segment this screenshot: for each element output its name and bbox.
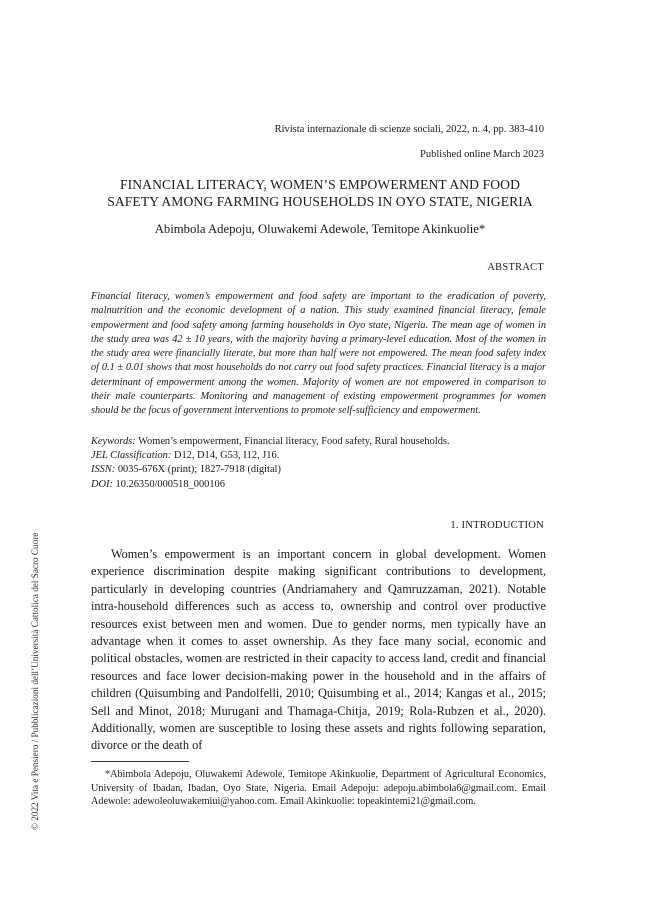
issn-value: 0035-676X (print); 1827-7918 (digital)	[117, 464, 281, 476]
doi-value: 10.26350/000518_000106	[115, 478, 225, 490]
issn-label: ISSN:	[91, 464, 116, 476]
keywords-line	[91, 435, 546, 449]
issn-line	[91, 463, 546, 477]
section-heading: 1. INTRODUCTION	[450, 520, 544, 531]
copyright-side-note: © 2022 Vita e Pensiero / Pubblicazioni dell’Università Cattolica del Sacro Cuore	[30, 532, 40, 830]
article-metadata	[91, 435, 546, 492]
keywords-value: Women’s empowerment, Financial literacy, Food safety, Rural households.	[138, 436, 450, 447]
doi-line	[91, 478, 546, 492]
body-paragraph: Women’s empowerment is an important concern in global development. Women experience discrimination despite making significant contributions to development, particularly in developing countries (Andriamahery and Qamruzzaman, 2021). Notable intra-household differences such as access to, ownership and control over productive resources exist between men and women. Due to gender norms, men typically have an advantage when it comes to asset ownership. As they face many social, economic and political obstacles, women are restricted in their capacity to access land, credit and financial resources and face lower decision-making power in the household and in the affairs of children (Quisumbing and Pandolfelli, 2010; Quisumbing et al., 2014; Kangas et al., 2015; Sell and Minot, 2018; Murugani and Thamaga-Chitja, 2019; Rola-Rubzen et al., 2020). Additionally, women are susceptible to losing these assets and rights following separation, divorce or the death of	[91, 547, 546, 753]
paper-title	[90, 176, 550, 210]
title-line-1: FINANCIAL LITERACY, WOMEN’S EMPOWERMENT AND FOOD	[119, 177, 521, 192]
abstract-text: Financial literacy, women’s empowerment and food safety are important to the eradication of poverty, malnutrition and the economic development of a nation. This study examined financial literacy, female empowerment and food safety among farming households in Oyo state, Nigeria. The mean age of women in the study area was 42 ± 10 years, with the majority having a primary-level education. Most of the women in the study area were financially literate, but more than half were not empowered. The mean food safety index of 0.1 ± 0.01 shows that most households do not carry out food safety practices. Financial literacy is a major determinant of empowerment among the women. Majority of women are not empowered in comparison to their male counterparts. Monitoring and management of existing empowerment programmes for women should be the focus of government interventions to promote self-sufficiency and empowerment.	[91, 291, 546, 417]
footnote-divider	[91, 761, 189, 762]
publication-date: Published online March 2023	[420, 149, 544, 160]
jel-line	[91, 449, 546, 463]
journal-citation: Rivista internazionale di scienze sociali, 2022, n. 4, pp. 383-410	[274, 124, 544, 135]
title-line-2: SAFETY AMONG FARMING HOUSEHOLDS IN OYO STATE, NIGERIA	[107, 194, 533, 209]
doi-label: DOI:	[91, 478, 113, 490]
jel-value: D12, D14, G53, I12, J16.	[173, 450, 280, 462]
author-list: Abimbola Adepoju, Oluwakemi Adewole, Temitope Akinkuolie*	[154, 222, 486, 236]
jel-label: JEL Classification:	[91, 450, 172, 462]
author-footnote: *Abimbola Adepoju, Oluwakemi Adewole, Temitope Akinkuolie, Department of Agricultural Economics, University of Ibadan, Ibadan, Oyo State, Nigeria. Email Adepoju: adepoju.abimbola6@gmail.com. Email Adewole: adewoleoluwakemiui@yahoo.com. Email Akinkuolie: topeakintemi21@gmail.com.	[91, 769, 546, 808]
keywords-label: Keywords:	[91, 436, 136, 447]
abstract-heading: ABSTRACT	[487, 262, 544, 273]
